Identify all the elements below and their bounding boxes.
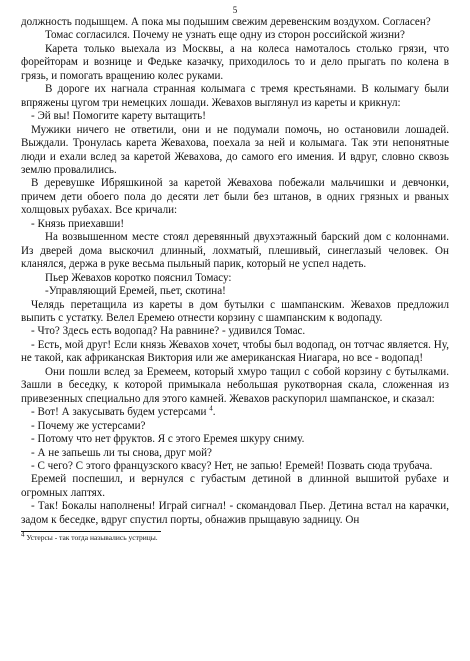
paragraph: На возвышенном месте стоял деревянный двухэтажный барский дом с колоннами. Из дверей дома выскочил длинный, лохматый, плешивый, синеглазый человек. Он кланялся, держа в руке весьма пыльный парик, который не успел надеть. [21,231,449,271]
footnote-marker: 4 [209,404,213,413]
paragraph: В дороге их нагнала странная колымага с тремя крестьянами. В колымагу были впряжены цугом три немецких лошади. Жевахов выглянул из кареты и крикнул: [21,83,449,109]
footnote [21,530,449,543]
paragraph: - А не запьешь ли ты снова, друг мой? [31,446,212,459]
dialogue-text: - Вот! А закусывать будем устерсами [31,406,207,419]
paragraph: Еремей поспешил, и вернулся с губастым детиной в длинной вышитой рубахе и огромных лаптях. [21,473,449,499]
paragraph: Пьер Жевахов коротко пояснил Томасу: [45,271,232,284]
paragraph: Карета только выехала из Москвы, а на колеса намоталось столько грязи, что форейторам и вознице и Федьке казачку, приходилось то и дело прыгать по колена в грязь, и помогать вращению колес руками. [21,42,449,82]
paragraph: - С чего? С этого французского квасу? Нет, не запью! Еремей! Позвать сюда трубача. [31,459,433,472]
paragraph: Челядь перетащила из кареты в дом бутылки с шампанским. Жевахов предложил выпить с устатку. Велел Еремею отнести корзину с шампанским к водопаду. [21,298,449,324]
paragraph: - Вот! А закусывать будем устерсами $^4$. [31,404,216,419]
paragraph: Они пошли вслед за Еремеем, который хмуро тащил с собой корзину с бутылками. Зашли в беседку, к которой примыкала небольшая рукотворная скала, сложенная из привезенных специально для этого камней. Жевахов раскупорил шампанское, и сказал: [21,365,449,405]
paragraph: -Управляющий Еремей, пьет, скотина! [45,285,226,298]
paragraph: должность подышцем. А пока мы подышим свежим деревенским воздухом. Согласен? [21,16,431,28]
paragraph: - Есть, мой друг! Если князь Жевахов хочет, чтобы был водопад, он тотчас является. Ну, не такой, как африканская Виктория или же американская Ниагара, но все - водопад! [21,338,449,365]
footnote-number: 4 [21,530,25,539]
body-text [21,16,449,527]
page-number: 5 [232,5,238,15]
paragraph: - Князь приехавши! [31,217,125,230]
paragraph: - Что? Здесь есть водопад? На равнине? - удивился Томас. [31,325,306,338]
footnote-text: Устерсы - так тогда назывались устрицы. [26,533,158,543]
paragraph: В деревушке Ибряшкиной за каретой Жевахова побежали мальчишки и девчонки, причем дети обоего пола до десяти лет были без штанов, в одних грязных и рваных холщовых рубахах. Все кричали: [21,177,449,217]
paragraph: - Эй вы! Помогите карету вытащить! [31,110,206,123]
paragraph: Мужики ничего не ответили, они и не подумали помочь, но остановили лошадей. Выждали. Тронулась карета Жевахова, поехала за ней и колымага. Так эти непонятные люди и ехали вслед за каретой Жевахова, до самого его имения. И вдруг, словно сквозь землю провалились. [21,123,449,176]
paragraph: Томас согласился. Почему не узнать еще одну из сторон российской жизни? [45,29,405,42]
paragraph: - Так! Бокалы наполнены! Играй сигнал! - скомандовал Пьер. Детина встал на карачки, задом к беседке, вдруг спустил порты, обнажив прыщавую задницу. Он [21,500,449,526]
paragraph: - Почему же устерсами? [31,419,146,432]
paragraph: - Потому что нет фруктов. Я с этого Еремея шкуру сниму. [31,433,305,446]
